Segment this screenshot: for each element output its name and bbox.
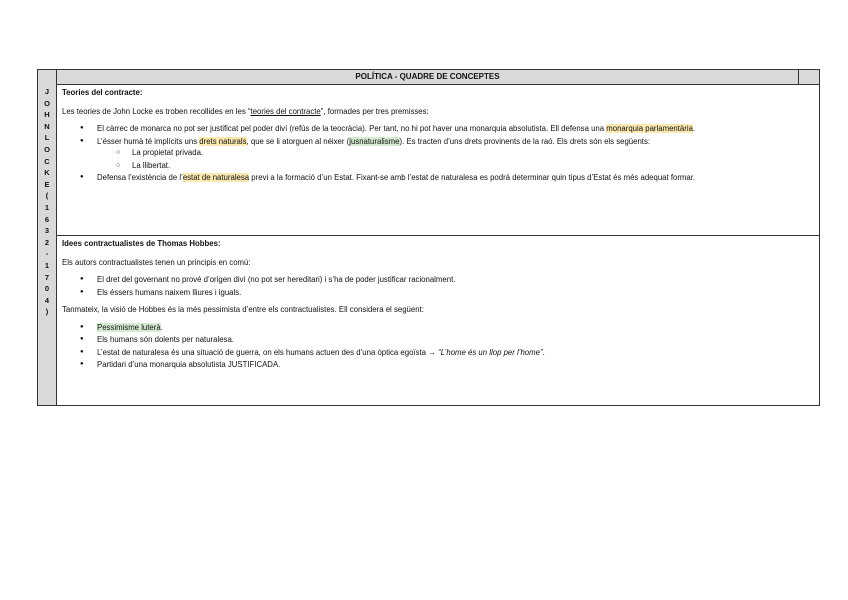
rights-sublist xyxy=(97,147,815,171)
list-item: ● El dret del governant no prové d’origen diví (no pot ser hereditari) i s’ha de poder justificar racionalment. xyxy=(97,274,815,286)
common-principles-list xyxy=(62,274,815,298)
list-item: ● Defensa l’existència de l’estat de naturalesa previ a la formació d’un Estat. Fixant-se amb l’estat de naturalesa es podrà determinar quin tipus d’Estat és més adequat formar. xyxy=(97,172,815,184)
side-column xyxy=(38,70,57,405)
list-item: ○ La llibertat. xyxy=(132,160,815,172)
list-item: ● Els humans són dolents per naturalesa. xyxy=(97,334,815,346)
locke-title: Teories del contracte: xyxy=(62,88,143,97)
hobbes-intro: Els autors contractualistes tenen un principis en comú: xyxy=(62,257,251,267)
concept-table xyxy=(37,69,820,406)
list-item: ● Els éssers humans naixem lliures i iguals. xyxy=(97,287,815,299)
list-item: ● L’estat de naturalesa és una situació de guerra, on els humans actuen des d’una òptica egoïsta → “L’home és un llop per l’home”. xyxy=(97,347,815,359)
list-item: ● Partidari d’una monarquia absolutista JUSTIFICADA. xyxy=(97,359,815,371)
highlight: drets naturals xyxy=(199,136,247,146)
list-item: ● El càrrec de monarca no pot ser justificat pel poder diví (refús de la teocràcia). Per tant, no hi pot haver una monarquia absolutista. Ell defensa una monarquia parlamentària. xyxy=(97,123,815,135)
header-row xyxy=(57,70,819,85)
contract-theory-link: teories del contracte xyxy=(250,106,321,116)
hobbes-title: Idees contractualistes de Thomas Hobbes: xyxy=(62,239,221,248)
quote: “L’home és un llop per l’home” xyxy=(438,347,543,357)
page-title: POLÍTICA - QUADRE DE CONCEPTES xyxy=(57,70,799,84)
list-item: ● Pessimisme luterà. xyxy=(97,322,815,334)
highlight: monarquia parlamentària xyxy=(606,124,693,133)
locke-intro: Les teories de John Locke es troben recollides en les “teories del contracte”, formades per tres premisses: xyxy=(62,106,429,116)
list-item: ● L’ésser humà té implícits uns drets naturals, que se li atorguen al néixer (jusnaturalisme). Es tracten d’uns drets provinents de la raó. Els drets són els següents: ○ La propietat privada. ○ La llibertat. xyxy=(97,136,815,172)
side-label-john-locke: J O H N L O C K E ( 1 6 3 2 - 1 7 0 4 ) xyxy=(44,87,50,317)
locke-premises-list xyxy=(62,123,815,184)
hobbes-intro-2: Tanmateix, la visió de Hobbes és la més pessimista d’entre els contractualistes. Ell considera el següent: xyxy=(62,305,424,314)
list-item: ○ La propietat privada. xyxy=(132,147,815,159)
highlight: Pessimisme luterà xyxy=(97,322,161,332)
hobbes-section xyxy=(57,236,819,405)
locke-section xyxy=(57,85,819,236)
highlight: estat de naturalesa xyxy=(182,173,250,182)
hobbes-views-list xyxy=(62,322,815,371)
highlight: jusnaturalisme xyxy=(349,136,400,146)
